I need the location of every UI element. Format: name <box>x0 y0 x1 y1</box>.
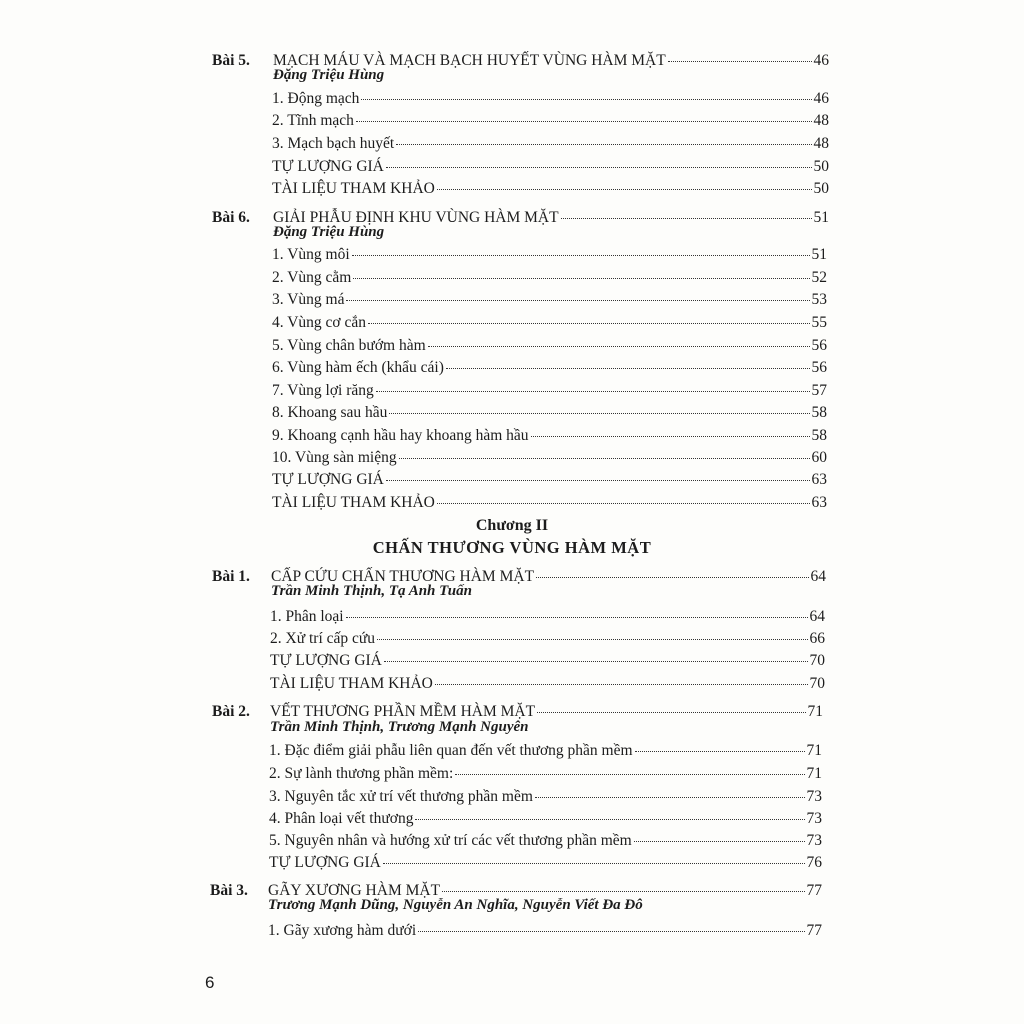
toc-item: TÀI LIỆU THAM KHẢO 50 <box>272 180 829 197</box>
lesson-label: Bài 3. <box>210 882 248 899</box>
lesson-label: Bài 6. <box>212 209 250 226</box>
page-ref: 71 <box>807 703 823 720</box>
lesson-author: Trương Mạnh Dũng, Nguyễn An Nghĩa, Nguyễn Viết Đa Đô <box>268 897 643 913</box>
toc-item: TỰ LƯỢNG GIÁ 76 <box>269 854 822 871</box>
toc-item: 1. Động mạch 46 <box>272 90 829 107</box>
lesson-title: GIẢI PHẪU ĐỊNH KHU VÙNG HÀM MẶT <box>273 209 559 226</box>
lesson-title: GÃY XƯƠNG HÀM MẶT <box>268 882 441 899</box>
page-ref: 46 <box>813 52 829 69</box>
lesson-author: Trần Minh Thịnh, Tạ Anh Tuấn <box>271 583 472 599</box>
toc-item: 2. Sự lành thương phần mềm: 71 <box>269 765 822 782</box>
toc-item: 4. Phân loại vết thương 73 <box>269 810 822 827</box>
toc-entry-lesson <box>0 50 1024 72</box>
toc-item: 10. Vùng sàn miệng 60 <box>272 449 827 466</box>
lesson-title: MẠCH MÁU VÀ MẠCH BẠCH HUYẾT VÙNG HÀM MẶT <box>273 52 666 69</box>
toc-item: 2. Xử trí cấp cứu 66 <box>270 630 825 647</box>
page-ref: 51 <box>813 209 829 226</box>
toc-item: 9. Khoang cạnh hầu hay khoang hàm hầu 58 <box>272 427 827 444</box>
page-ref: 64 <box>810 568 826 585</box>
lesson-author: Trần Minh Thịnh, Trương Mạnh Nguyên <box>270 719 529 735</box>
lesson-title: VẾT THƯƠNG PHẦN MỀM HÀM MẶT <box>270 703 536 720</box>
chapter-number: Chương II <box>475 517 549 534</box>
lesson-author: Đặng Triệu Hùng <box>273 224 385 240</box>
toc-item: 6. Vùng hàm ếch (khẩu cái) 56 <box>272 359 827 376</box>
toc-item: 2. Vùng cằm 52 <box>272 269 827 286</box>
toc-item: 1. Phân loại 64 <box>270 608 825 625</box>
toc-item: TỰ LƯỢNG GIÁ 50 <box>272 158 829 175</box>
toc-item: 3. Nguyên tắc xử trí vết thương phần mềm 73 <box>269 788 822 805</box>
toc-item: 4. Vùng cơ cắn 55 <box>272 314 827 331</box>
toc-item: 1. Gãy xương hàm dưới 77 <box>268 922 822 939</box>
toc-item: TỰ LƯỢNG GIÁ 70 <box>270 652 825 669</box>
toc-item: 3. Vùng má 53 <box>272 291 827 308</box>
page-number: 6 <box>205 973 215 992</box>
toc-item: TÀI LIỆU THAM KHẢO 63 <box>272 494 827 511</box>
toc-item: 8. Khoang sau hầu 58 <box>272 404 827 421</box>
chapter-title: CHẤN THƯƠNG VÙNG HÀM MẶT <box>372 538 652 557</box>
lesson-label: Bài 2. <box>212 703 250 720</box>
toc-item: 1. Vùng môi 51 <box>272 246 827 263</box>
toc-item: 2. Tĩnh mạch 48 <box>272 112 829 129</box>
toc-item: 3. Mạch bạch huyết 48 <box>272 135 829 152</box>
toc-item: 1. Đặc điểm giải phẫu liên quan đến vết thương phần mềm 71 <box>269 742 822 759</box>
toc-entry-lesson <box>0 566 1024 588</box>
toc-item: 5. Vùng chân bướm hàm 56 <box>272 337 827 354</box>
lesson-title: CẤP CỨU CHẤN THƯƠNG HÀM MẶT <box>271 568 535 585</box>
lesson-label: Bài 1. <box>212 568 250 585</box>
lesson-author: Đặng Triệu Hùng <box>273 67 385 83</box>
lesson-label: Bài 5. <box>212 52 250 69</box>
toc-item: 5. Nguyên nhân và hướng xử trí các vết thương phần mềm 73 <box>269 832 822 849</box>
toc-entry-lesson <box>0 207 1024 229</box>
toc-item: TÀI LIỆU THAM KHẢO 70 <box>270 675 825 692</box>
toc-item: TỰ LƯỢNG GIÁ 63 <box>272 471 827 488</box>
toc-item: 7. Vùng lợi răng 57 <box>272 382 827 399</box>
page-ref: 77 <box>806 882 822 899</box>
